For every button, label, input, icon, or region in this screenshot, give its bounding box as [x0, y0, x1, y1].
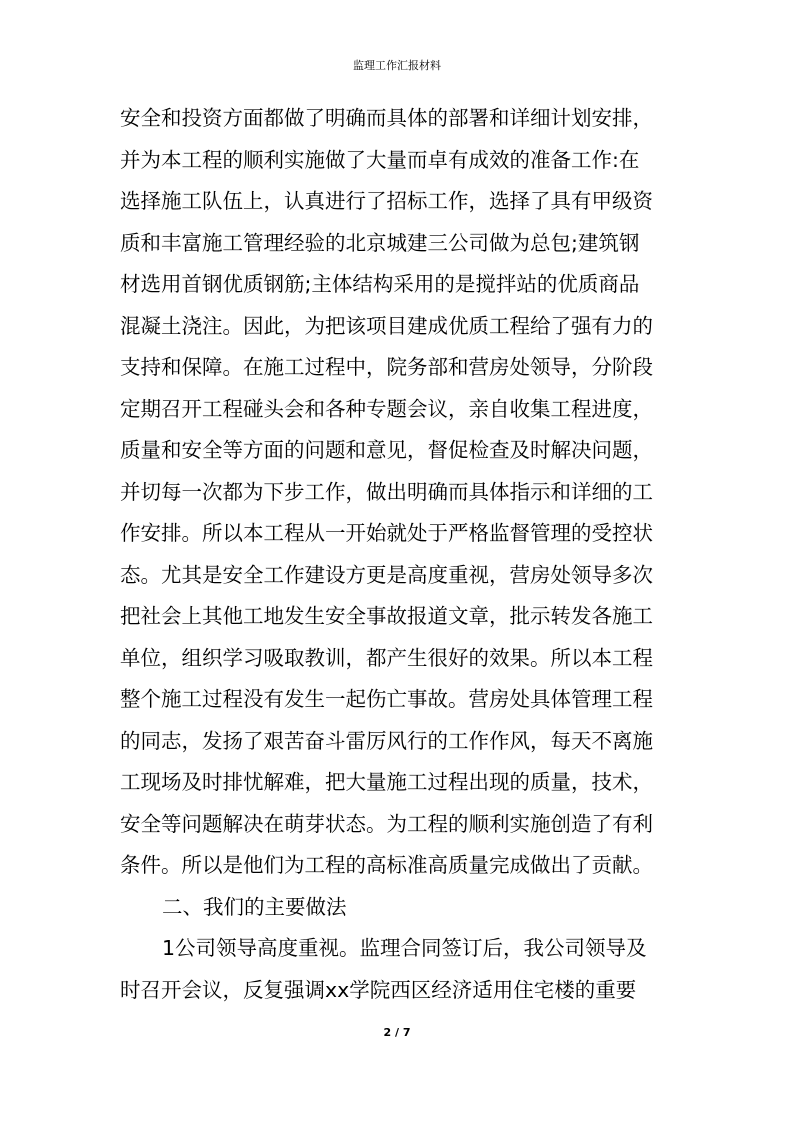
text-line: 材选用首钢优质钢筋;主体结构采用的是搅拌站的优质商品	[120, 272, 640, 296]
text-line: 整个施工过程没有发生一起伤亡事故。营房处具体管理工程	[120, 687, 653, 711]
text-line: 并切每一次都为下步工作，做出明确而具体指示和详细的工	[120, 479, 653, 504]
text-line: 支持和保障。在施工过程中，院务部和营房处领导，分阶段	[120, 355, 653, 379]
section-heading: 二、我们的主要做法	[162, 894, 347, 919]
text-line: 混凝土浇注。因此，为把该项目建成优质工程给了强有力的	[120, 313, 653, 338]
text-line: 的同志，发扬了艰苦奋斗雷厉风行的工作作风，每天不离施	[120, 728, 653, 753]
text-line: 1公司领导高度重视。监理合同签订后，我公司领导及	[162, 936, 647, 960]
text-line: 作安排。所以本工程从一开始就处于严格监督管理的受控状	[120, 521, 653, 545]
text-line: 质和丰富施工管理经验的北京城建三公司做为总包;建筑钢	[120, 230, 640, 255]
body-text	[120, 98, 680, 1011]
text-line: 定期召开工程碰头会和各种专题会议，亲自收集工程进度，	[120, 396, 653, 421]
text-line: 条件。所以是他们为工程的高标准高质量完成做出了贡献。	[120, 853, 653, 877]
text-line: 选择施工队伍上，认真进行了招标工作，选择了具有甲级资	[120, 189, 653, 213]
text-line: 安全和投资方面都做了明确而具体的部署和详细计划安排，	[120, 106, 653, 130]
text-line: 时召开会议，反复强调xx学院西区经济适用住宅楼的重要	[120, 977, 637, 1002]
page-header: 监理工作汇报材料	[353, 59, 441, 72]
text-line: 把社会上其他工地发生安全事故报道文章，批示转发各施工	[120, 604, 653, 628]
text-line: 单位，组织学习吸取教训，都产生很好的效果。所以本工程	[120, 645, 653, 670]
page-number: 2 / 7	[383, 1026, 411, 1039]
text-line: 安全等问题解决在萌芽状态。为工程的顺利实施创造了有利	[120, 811, 653, 836]
text-line: 并为本工程的顺利实施做了大量而卓有成效的准备工作:在	[120, 147, 640, 172]
text-line: 质量和安全等方面的问题和意见，督促检查及时解决问题，	[120, 438, 653, 462]
text-line: 态。尤其是安全工作建设方更是高度重视，营房处领导多次	[120, 562, 653, 587]
text-line: 工现场及时排忧解难，把大量施工过程出现的质量，技术，	[120, 770, 653, 794]
